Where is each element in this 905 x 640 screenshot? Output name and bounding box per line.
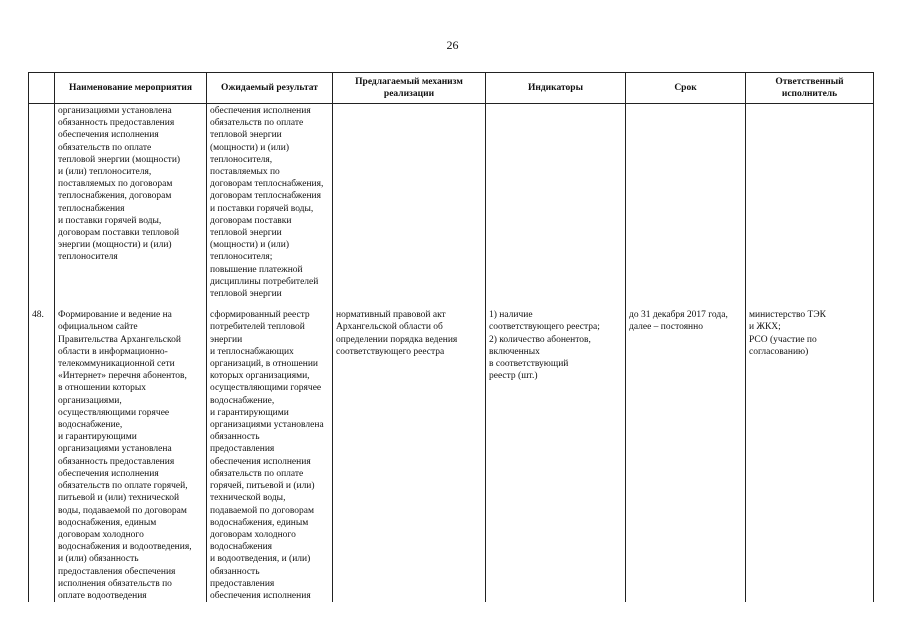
header-executor: Ответственный исполнитель xyxy=(746,73,874,104)
row-number: 48. xyxy=(29,308,55,602)
row-result-cell xyxy=(207,308,333,602)
row-mechanism-cell xyxy=(333,308,486,602)
row-result-text: сформированный реестр потребителей тепловой энергии и теплоснабжающих организаций, в отношении которых организациями, осуществляющими горячее водоснабжение, и гарантирующими организациями установлена обязанность предоставления обеспечения исполнения обязательств по оплате горячей, питьевой и (или) технической воды, подаваемой по договорам водоснабжения, единым договорам холодного водоснабжения и водоотведения, и (или) обязанность предоставления обеспечения исполнения xyxy=(210,310,324,601)
header-indicators: Индикаторы xyxy=(486,73,626,104)
table-row xyxy=(29,104,874,301)
row-number xyxy=(29,104,55,301)
header-name: Наименование мероприятия xyxy=(55,73,207,104)
row-mechanism-cell xyxy=(333,104,486,301)
table-header-row xyxy=(29,73,874,104)
row-name-cell xyxy=(55,104,207,301)
row-executor-text: министерство ТЭК и ЖКХ; РСО (участие по согласованию) xyxy=(749,310,826,357)
row-indicators-cell xyxy=(486,308,626,602)
row-result-cell xyxy=(207,104,333,301)
header-mechanism: Предлагаемый механизм реализации xyxy=(333,73,486,104)
row-executor-cell xyxy=(746,308,874,602)
row-deadline-text: до 31 декабря 2017 года, далее – постоянно xyxy=(629,310,728,333)
header-deadline: Срок xyxy=(626,73,746,104)
row-indicators-text: 1) наличие соответствующего реестра; 2) количество абонентов, включенных в соответствующий реестр (шт.) xyxy=(489,310,600,382)
header-number xyxy=(29,73,55,104)
row-deadline-cell xyxy=(626,104,746,301)
measures-table xyxy=(28,72,874,602)
row-executor-cell xyxy=(746,104,874,301)
table-row xyxy=(29,308,874,602)
row-result-text: обеспечения исполнения обязательств по оплате тепловой энергии (мощности) и (или) теплоносителя, поставляемых по договорам теплоснабжения, договорам теплоснабжения и поставки горячей воды, договорам поставки тепловой энергии (мощности) и (или) теплоносителя; повышение платежной дисциплины потребителей тепловой энергии xyxy=(210,106,324,300)
header-result: Ожидаемый результат xyxy=(207,73,333,104)
row-name-cell xyxy=(55,308,207,602)
row-mechanism-text: нормативный правовой акт Архангельской области об определении порядка ведения соответствующего реестра xyxy=(336,310,458,357)
row-name-text: организациями установлена обязанность предоставления обеспечения исполнения обязательств по оплате тепловой энергии (мощности) и (или) теплоносителя, поставляемых по договорам теплоснабжения, договорам теплоснабжения и поставки горячей воды, договорам поставки тепловой энергии (мощности) и (или) теплоносителя xyxy=(58,106,181,263)
row-name-text: Формирование и ведение на официальном сайте Правительства Архангельской области в информационно- телекоммуникационной сети «Интернет» перечня абонентов, в отношении которых организациями, осуществляющими горячее водоснабжение, и гарантирующими организациями установлена обязанность предоставления обеспечения исполнения обязательств по оплате горячей, питьевой и (или) технической воды, подаваемой по договорам водоснабжения, единым договорам холодного водоснабжения и водоотведения, и (или) обязанность предоставления обеспечения исполнения обязательств по оплате водоотведения xyxy=(58,310,192,601)
row-spacer xyxy=(29,300,874,308)
row-indicators-cell xyxy=(486,104,626,301)
row-deadline-cell xyxy=(626,308,746,602)
page-number: 26 xyxy=(446,38,459,52)
